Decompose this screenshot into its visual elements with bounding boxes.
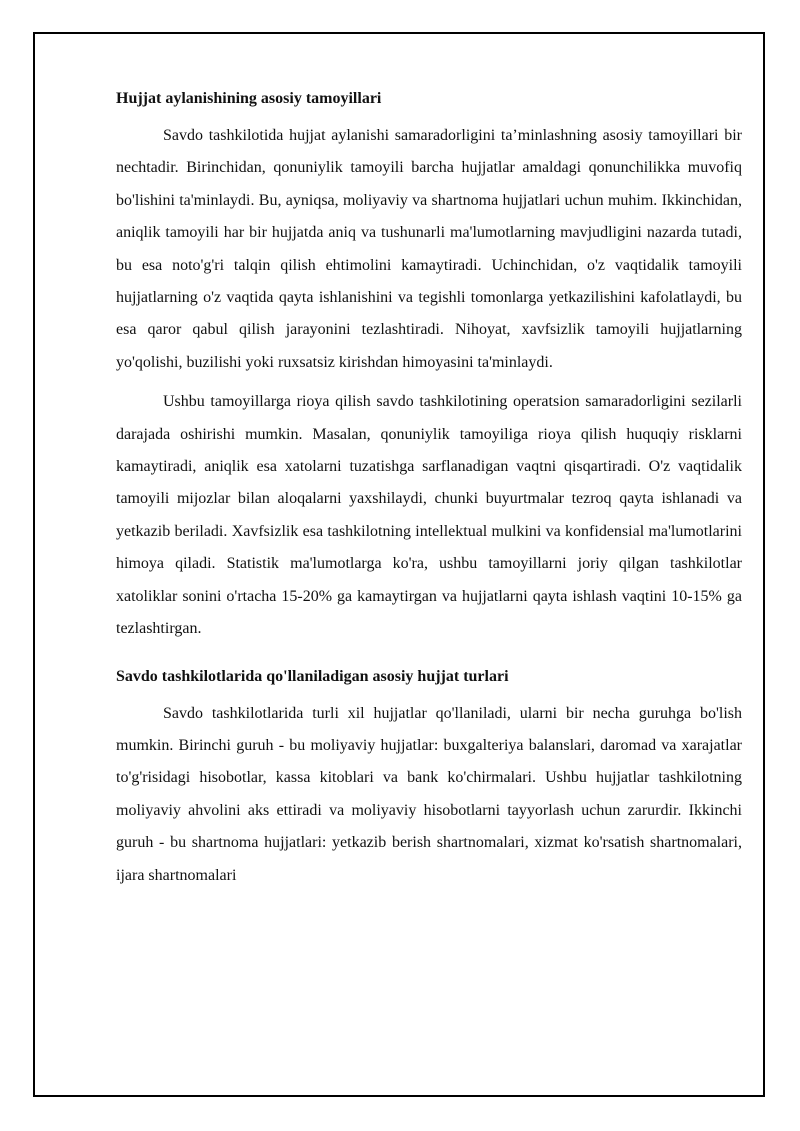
section-document-types <box>116 664 742 892</box>
section-heading: Savdo tashkilotlarida qo'llaniladigan asosiy hujjat turlari <box>116 667 509 685</box>
paragraph: Savdo tashkilotida hujjat aylanishi samaradorligini ta’minlashning asosiy tamoyillari bir nechtadir. Birinchidan, qonuniylik tamoyili barcha hujjatlar amaldagi qonunchilikka muvofiq bo'lishini ta'minlaydi. Bu, ayniqsa, moliyaviy va shartnoma hujjatlari uchun muhim. Ikkinchidan, aniqlik tamoyili har bir hujjatda aniq va tushunarli ma'lumotlarning mavjudligini nazarda tutadi, bu esa noto'g'ri talqin qilish ehtimolini kamaytiradi. Uchinchidan, o'z vaqtidalik tamoyili hujjatlarning o'z vaqtida qayta ishlanishini va tegishli tomonlarga yetkazilishini kafolatlaydi, bu esa qaror qabul qilish jarayonini tezlashtiradi. Nihoyat, xavfsizlik tamoyili hujjatlarning yo'qolishi, buzilishi yoki ruxsatsiz kirishdan himoyasini ta'minlaydi. <box>116 127 742 371</box>
section-principles <box>116 86 742 646</box>
section-heading: Hujjat aylanishining asosiy tamoyillari <box>116 90 382 107</box>
document-body <box>116 86 742 899</box>
paragraph: Savdo tashkilotlarida turli xil hujjatlar qo'llaniladi, ularni bir necha guruhga bo'lish mumkin. Birinchi guruh - bu moliyaviy hujjatlar: buxgalteriya balanslari, daromad va xarajatlar to'g'risidagi hisobotlar, kassa kitoblari va bank ko'chirmalari. Ushbu hujjatlar tashkilotning moliyaviy ahvolini aks ettiradi va moliyaviy hisobotlarni tayyorlash uchun zarurdir. Ikkinchi guruh - bu shartnoma hujjatlari: yetkazib berish shartnomalari, xizmat ko'rsatish shartnomalari, ijara shartnomalari <box>116 704 742 884</box>
paragraph: Ushbu tamoyillarga rioya qilish savdo tashkilotining operatsion samaradorligini sezilarli darajada oshirishi mumkin. Masalan, qonuniylik tamoyiliga rioya qilish huquqiy risklarni kamaytiradi, aniqlik esa xatolarni tuzatishga sarflanadigan vaqtni qisqartiradi. O'z vaqtidalik tamoyili mijozlar bilan aloqalarni yaxshilaydi, chunki buyurtmalar tezroq qayta ishlanadi va yetkazib beriladi. Xavfsizlik esa tashkilotning intellektual mulkini va konfidensial ma'lumotlarini himoya qiladi. Statistik ma'lumotlarga ko'ra, ushbu tamoyillarni joriy qilgan tashkilotlar xatoliklar sonini o'rtacha 15-20% ga kamaytirgan va hujjatlarni qayta ishlash vaqtini 10-15% ga tezlashtirgan. <box>116 393 742 638</box>
